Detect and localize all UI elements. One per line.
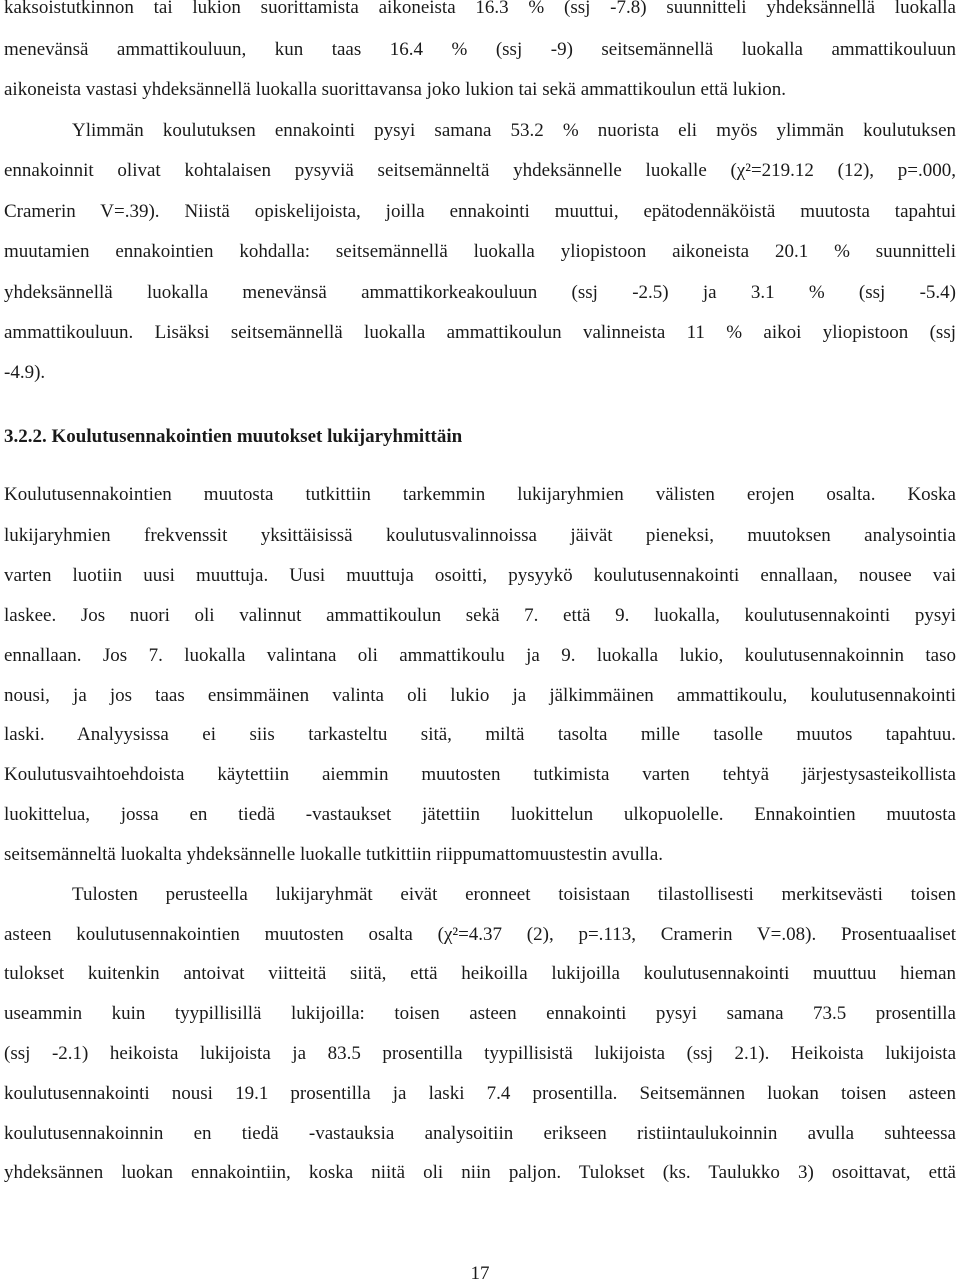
text-line: Cramerin V=.39). Niistä opiskelijoista, joilla ennakointi muuttui, epätodennäköistä muutosta tapahtui	[4, 201, 956, 222]
page-number: 17	[470, 1263, 490, 1284]
text-line: koulutusennakointi nousi 19.1 prosentilla ja laski 7.4 prosentilla. Seitsemännen luokan toisen asteen	[4, 1083, 956, 1104]
text-line: ennallaan. Jos 7. luokalla valintana oli ammattikoulu ja 9. luokalla lukio, koulutusennakoinnin taso	[4, 645, 956, 666]
text-line: asteen koulutusennakointien muutosten osalta (χ²=4.37 (2), p=.113, Cramerin V=.08). Prosentuaaliset	[4, 924, 956, 945]
text-line: kaksoistutkinnon tai lukion suorittamista aikoneista 16.3 % (ssj -7.8) suunnitteli yhdeksännellä luokalla	[4, 0, 956, 18]
text-line: laski. Analyysissa ei siis tarkasteltu sitä, miltä tasolta mille tasolle muutos tapahtuu.	[4, 724, 956, 745]
text-line: koulutusennakoinnin en tiedä -vastauksia analysoitiin erikseen ristiintaulukoinnin avulla suhteessa	[4, 1123, 956, 1144]
text-line: tulokset kuitenkin antoivat viitteitä siitä, että heikoilla lukijoilla koulutusennakointi muuttuu hieman	[4, 963, 956, 984]
text-line: nousi, ja jos taas ensimmäinen valinta oli lukio ja jälkimmäinen ammattikoulu, koulutusennakointi	[4, 685, 956, 706]
text-line: luokittelua, jossa en tiedä -vastaukset jätettiin luokittelun ulkopuolelle. Ennakointien muutosta	[4, 804, 956, 825]
text-line: lukijaryhmien frekvenssit yksittäisissä koulutusvalinnoissa jäivät pieneksi, muutoksen analysointia	[4, 525, 956, 546]
text-line: yhdeksännellä luokalla menevänsä ammattikorkeakouluun (ssj -2.5) ja 3.1 % (ssj -5.4)	[4, 282, 956, 303]
text-line: Koulutusennakointien muutosta tutkittiin tarkemmin lukijaryhmien välisten erojen osalta. Koska	[4, 484, 956, 505]
text-line: laskee. Jos nuori oli valinnut ammattikoulun sekä 7. että 9. luokalla, koulutusennakointi pysyi	[4, 605, 956, 626]
text-line: aikoneista vastasi yhdeksännellä luokalla suorittavansa joko lukion tai sekä ammattikoulun että lukion.	[4, 79, 786, 100]
text-line: Tulosten perusteella lukijaryhmät eivät eronneet toisistaan tilastollisesti merkitsevästi toisen	[72, 884, 956, 905]
text-line: menevänsä ammattikouluun, kun taas 16.4 % (ssj -9) seitsemännellä luokalla ammattikouluun	[4, 39, 956, 60]
text-line: Koulutusvaihtoehdoista käytettiin aiemmin muutosten tutkimista varten tehtyä järjestysasteikollista	[4, 764, 956, 785]
text-line: varten luotiin uusi muuttuja. Uusi muuttuja osoitti, pysyykö koulutusennakointi ennallaan, nousee vai	[4, 565, 956, 586]
text-line: ennakoinnit olivat kohtalaisen pysyviä seitsemänneltä yhdeksännelle luokalle (χ²=219.12 (12), p=.000,	[4, 160, 956, 181]
text-line: Ylimmän koulutuksen ennakointi pysyi samana 53.2 % nuorista eli myös ylimmän koulutuksen	[72, 120, 956, 141]
text-line: yhdeksännen luokan ennakointiin, koska niitä oli niin paljon. Tulokset (ks. Taulukko 3) osoittavat, että	[4, 1162, 956, 1183]
text-line: ammattikouluun. Lisäksi seitsemännellä luokalla ammattikoulun valinneista 11 % aikoi yliopistoon (ssj	[4, 322, 956, 343]
text-line: useammin kuin tyypillisillä lukijoilla: toisen asteen ennakointi pysyi samana 73.5 prosentilla	[4, 1003, 956, 1024]
section-heading: 3.2.2. Koulutusennakointien muutokset lukijaryhmittäin	[4, 426, 463, 447]
text-line: -4.9).	[4, 362, 46, 383]
text-line: muutamien ennakointien kohdalla: seitsemännellä luokalla yliopistoon aikoneista 20.1 % suunnitteli	[4, 241, 956, 262]
text-line: seitsemänneltä luokalta yhdeksännelle luokalle tutkittiin riippumattomuustestin avulla.	[4, 844, 664, 865]
text-line: (ssj -2.1) heikoista lukijoista ja 83.5 prosentilla tyypillisistä lukijoista (ssj 2.1). Heikoista lukijoista	[4, 1043, 956, 1064]
